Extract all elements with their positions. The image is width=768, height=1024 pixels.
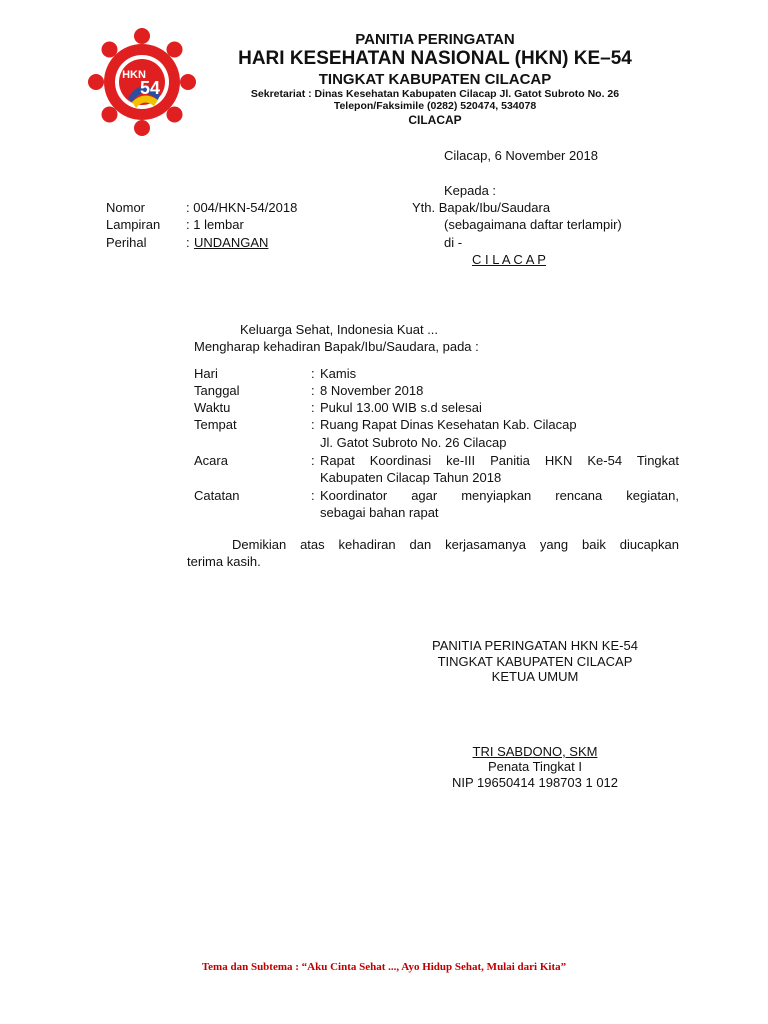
intro-line: Mengharap kehadiran Bapak/Ibu/Saudara, pada : xyxy=(194,339,479,354)
acara-value-1: Rapat Koordinasi ke-III Panitia HKN Ke-54 Tingkat xyxy=(320,453,679,468)
letterhead-title: HARI KESEHATAN NASIONAL (HKN) KE–54 xyxy=(238,48,632,69)
closing-line-2: terima kasih. xyxy=(187,554,261,569)
hari-label: Hari xyxy=(194,366,218,381)
waktu-label: Waktu xyxy=(194,400,231,415)
hkn-logo xyxy=(88,28,196,136)
letterhead-line-3: TINGKAT KABUPATEN CILACAP xyxy=(318,71,552,88)
catatan-label: Catatan xyxy=(194,488,240,503)
lampiran-label: Lampiran xyxy=(106,217,161,232)
perihal-colon: : xyxy=(186,235,190,250)
tempat-value-1: Ruang Rapat Dinas Kesehatan Kab. Cilacap xyxy=(320,417,577,432)
greeting: Keluarga Sehat, Indonesia Kuat ... xyxy=(240,322,439,337)
letterhead-phone: Telepon/Faksimile (0282) 520474, 534078 xyxy=(333,100,537,112)
detail-colon: : xyxy=(311,417,315,432)
signature-org-2: TINGKAT KABUPATEN CILACAP xyxy=(437,654,633,669)
letterhead-line-1: PANITIA PERINGATAN xyxy=(355,31,515,48)
recipient-note: (sebagaimana daftar terlampir) xyxy=(444,217,622,232)
logo-number: 54 xyxy=(139,78,161,98)
signature-name: TRI SABDONO, SKM xyxy=(472,744,598,759)
catatan-value-2: sebagai bahan rapat xyxy=(320,505,439,520)
recipient-city: C I L A C A P xyxy=(472,252,546,267)
footer-theme: Tema dan Subtema : “Aku Cinta Sehat ..., Ayo Hidup Sehat, Mulai dari Kita” xyxy=(201,961,567,973)
catatan-value-1: Koordinator agar menyiapkan rencana kegiatan, xyxy=(320,488,679,503)
signature-name-wrap xyxy=(400,744,670,760)
letter-date: Cilacap, 6 November 2018 xyxy=(444,148,598,163)
tempat-value-2: Jl. Gatot Subroto No. 26 Cilacap xyxy=(320,435,507,450)
signature-org-1: PANITIA PERINGATAN HKN KE-54 xyxy=(432,638,638,653)
nomor-value: : 004/HKN-54/2018 xyxy=(186,200,298,215)
acara-value-2: Kabupaten Cilacap Tahun 2018 xyxy=(320,470,502,485)
letterhead-city: CILACAP xyxy=(408,113,462,127)
tanggal-label: Tanggal xyxy=(194,383,240,398)
recipient-yth: Yth. Bapak/Ibu/Saudara xyxy=(412,200,551,215)
detail-colon: : xyxy=(311,488,315,503)
closing-line-1: Demikian atas kehadiran dan kerjasamanya yang baik diucapkan xyxy=(232,537,679,552)
acara-label: Acara xyxy=(194,453,228,468)
nomor-label: Nomor xyxy=(106,200,146,215)
lampiran-value: : 1 lembar xyxy=(186,217,244,232)
logo-text: HKN xyxy=(122,69,146,81)
hari-value: Kamis xyxy=(320,366,357,381)
recipient-kepada: Kepada : xyxy=(444,183,497,198)
detail-colon: : xyxy=(311,366,315,381)
perihal-value: UNDANGAN xyxy=(194,235,269,250)
waktu-value: Pukul 13.00 WIB s.d selesai xyxy=(320,400,482,415)
perihal-label: Perihal xyxy=(106,235,147,250)
recipient-di: di - xyxy=(444,235,463,250)
signature-role: KETUA UMUM xyxy=(491,669,579,684)
detail-colon: : xyxy=(311,400,315,415)
letterhead-secretariat: Sekretariat : Dinas Kesehatan Kabupaten Cilacap Jl. Gatot Subroto No. 26 xyxy=(250,88,620,100)
tempat-label: Tempat xyxy=(194,417,237,432)
detail-colon: : xyxy=(311,383,315,398)
signature-rank: Penata Tingkat I xyxy=(488,759,582,774)
tanggal-value: 8 November 2018 xyxy=(320,383,424,398)
signature-nip: NIP 19650414 198703 1 012 xyxy=(451,775,619,790)
detail-colon: : xyxy=(311,453,315,468)
